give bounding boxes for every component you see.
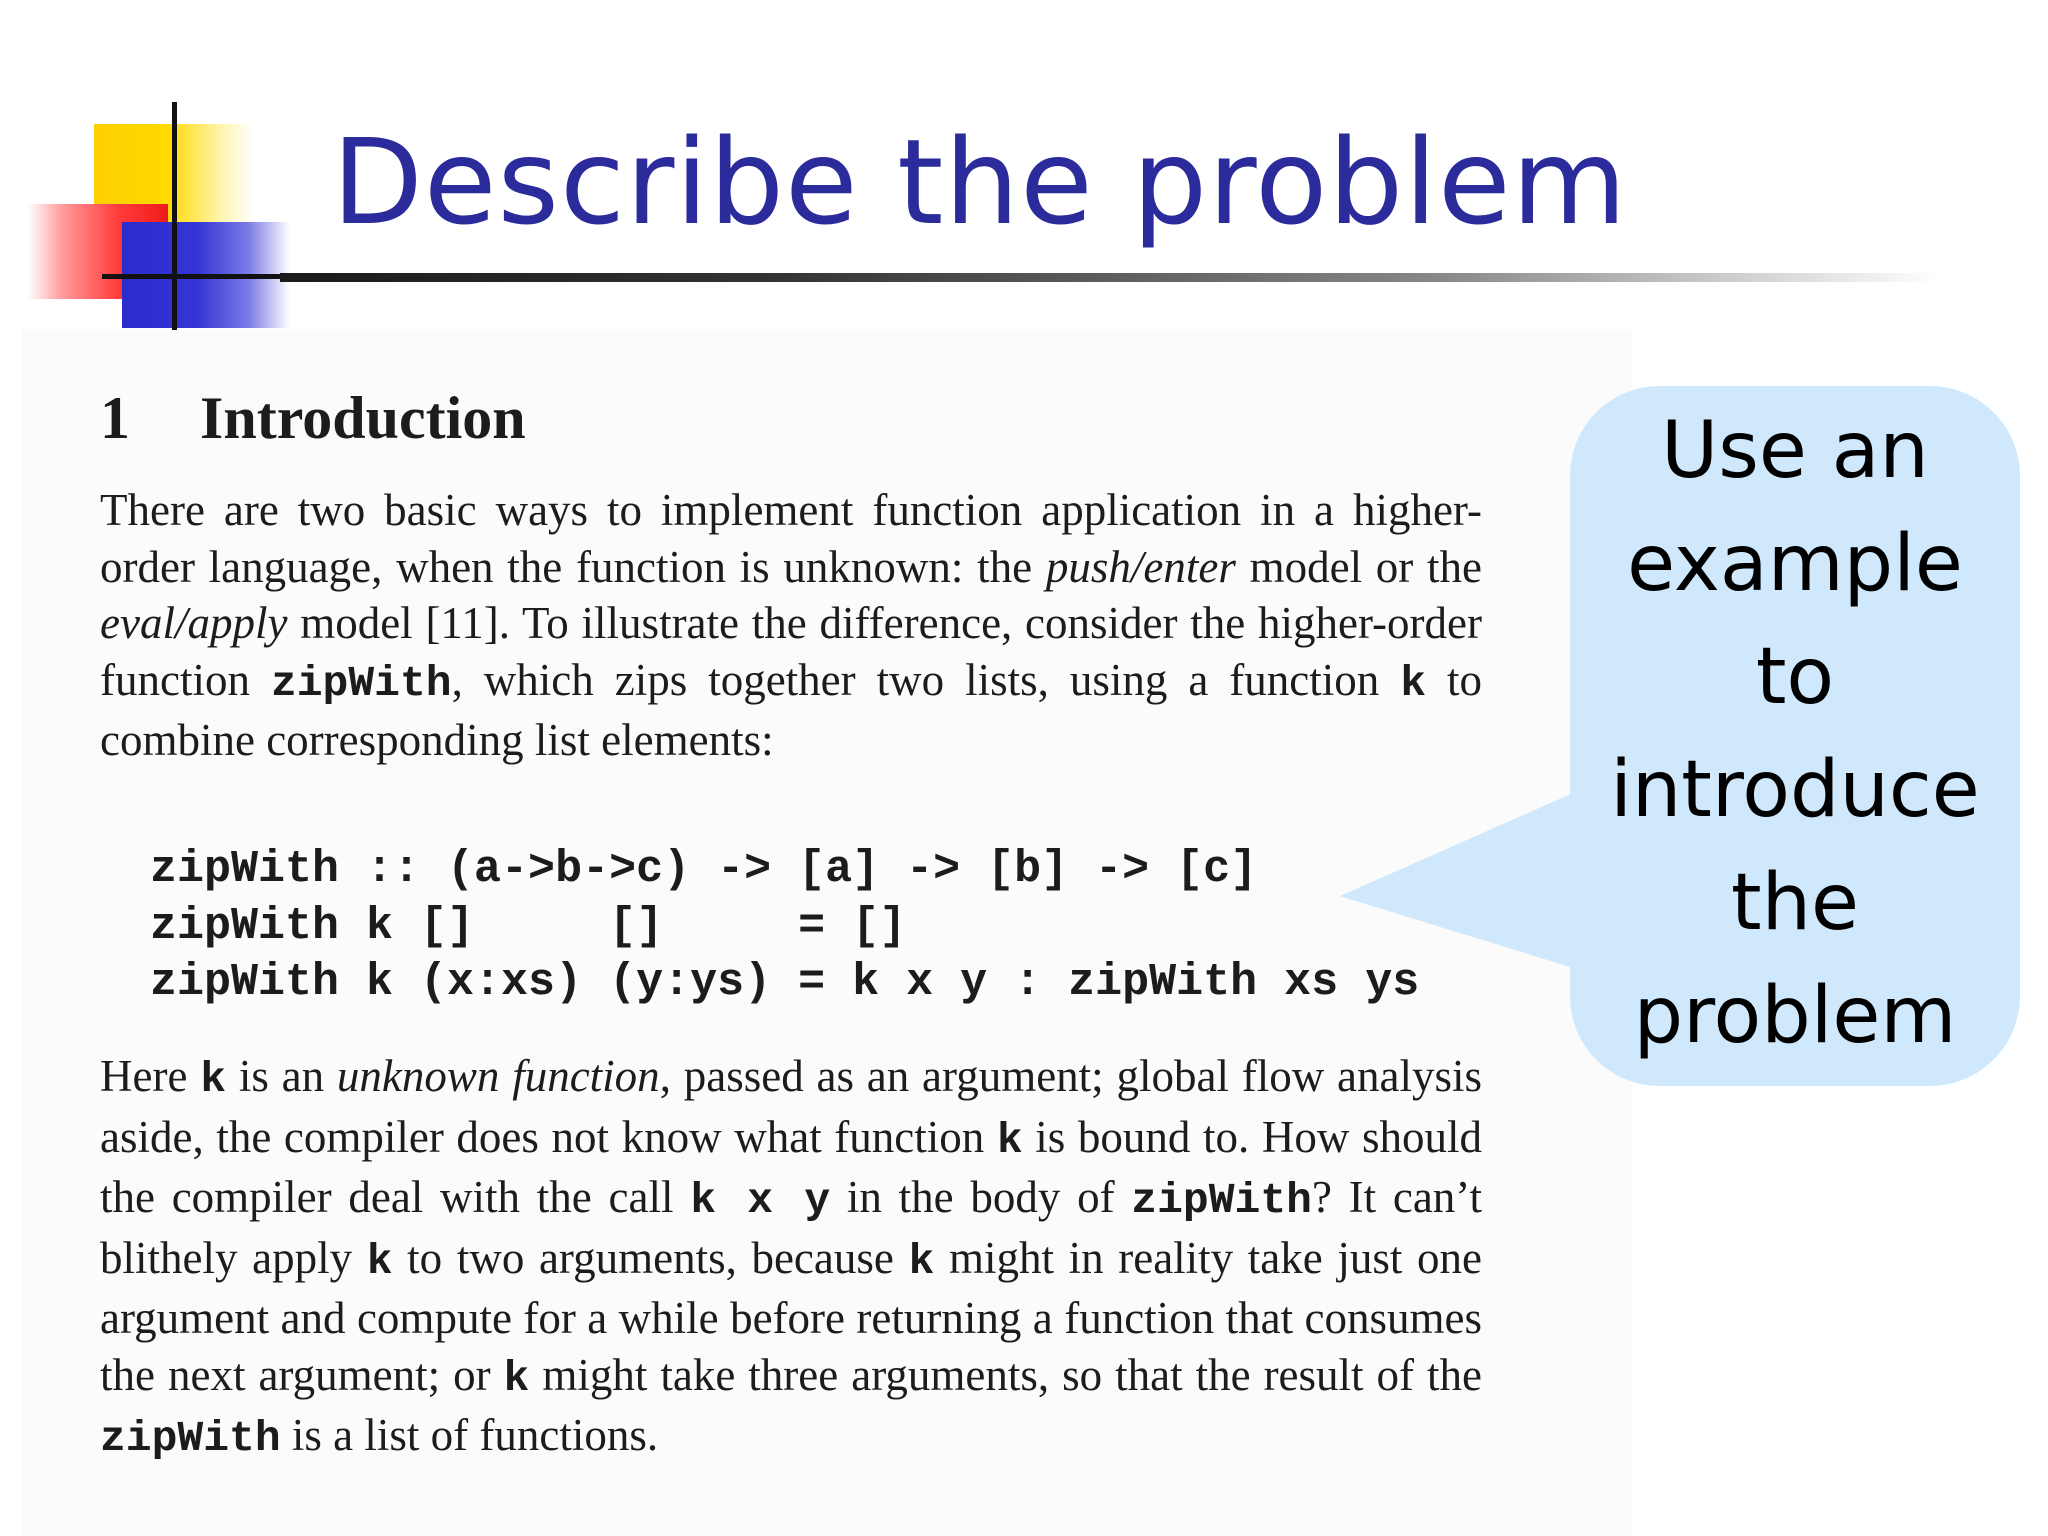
text-run: to two arguments, because: [392, 1232, 909, 1283]
callout-bubble: [1570, 386, 2020, 1086]
section-heading: [100, 384, 526, 453]
callout-line: example: [1627, 519, 1963, 609]
text-run: might take three arguments, so that the result of the: [529, 1349, 1482, 1400]
title-underline: [280, 273, 1940, 282]
callout-line: to: [1755, 632, 1835, 722]
logo-cross-horizontal: [102, 274, 292, 279]
text-run: , which zips together two lists, using a function: [451, 654, 1401, 705]
callout-text: [1610, 395, 1980, 1073]
inline-code: k: [996, 1115, 1023, 1165]
text-run: model or the: [1235, 541, 1482, 592]
text-run: , passed as an argument; global flow analysis aside, the compiler does not know what function: [100, 1051, 1482, 1162]
text-run: Here: [100, 1051, 201, 1101]
inline-code: k: [1400, 658, 1427, 708]
text-run: in the body of: [830, 1172, 1132, 1222]
inline-code: zipWith: [270, 658, 452, 708]
text-run: is an: [226, 1051, 337, 1101]
slide-title: Describe the problem: [332, 113, 1628, 251]
text-run: to combine corresponding list elements:: [100, 654, 1482, 765]
inline-code: k: [503, 1353, 530, 1403]
code-line: zipWith k (x:xs) (y:ys) = k x y : zipWith xs ys: [150, 957, 1420, 1008]
italic-term: eval/apply: [100, 598, 288, 648]
callout-pointer: [1340, 780, 1580, 980]
code-block: [150, 842, 1419, 1012]
text-run: is bound to. How should the compiler deal with the call: [100, 1111, 1482, 1222]
inline-code: zipWith: [1131, 1176, 1312, 1225]
text-run: ? It can’t blithely apply: [100, 1172, 1482, 1283]
inline-code: zipWith: [100, 1414, 281, 1463]
callout-line: problem: [1633, 971, 1957, 1061]
section-title: Introduction: [200, 385, 526, 451]
inline-code: k: [366, 1236, 393, 1286]
logo-cross-vertical: [172, 102, 177, 342]
text-run: is a list of functions.: [280, 1410, 659, 1460]
code-line: zipWith k [] [] = []: [150, 900, 907, 952]
slide-logo: [0, 0, 300, 360]
inline-code: k: [908, 1236, 935, 1286]
code-line: zipWith :: (a->b->c) -> [a] -> [b] -> [c]: [150, 844, 1258, 895]
italic-term: unknown function: [336, 1051, 660, 1101]
inline-code: k x y: [690, 1176, 831, 1225]
paragraph-explanation: [100, 1048, 1482, 1468]
section-number: 1: [100, 385, 130, 451]
callout-line: the: [1730, 858, 1859, 948]
callout-line: introduce: [1610, 745, 1980, 835]
inline-code: k: [200, 1055, 227, 1104]
text-run: There are two basic ways to implement function application in a higher-order language, when the function is unknown: the: [100, 485, 1482, 592]
text-run: model [11]. To illustrate the difference, consider the higher-order function: [100, 598, 1482, 705]
italic-term: push/enter: [1045, 541, 1236, 592]
paragraph-intro: [100, 482, 1482, 769]
text-run: might in reality take just one argument and compute for a while before returning a function that consumes the next argument; or: [100, 1232, 1483, 1400]
callout-line: Use an: [1661, 406, 1929, 496]
